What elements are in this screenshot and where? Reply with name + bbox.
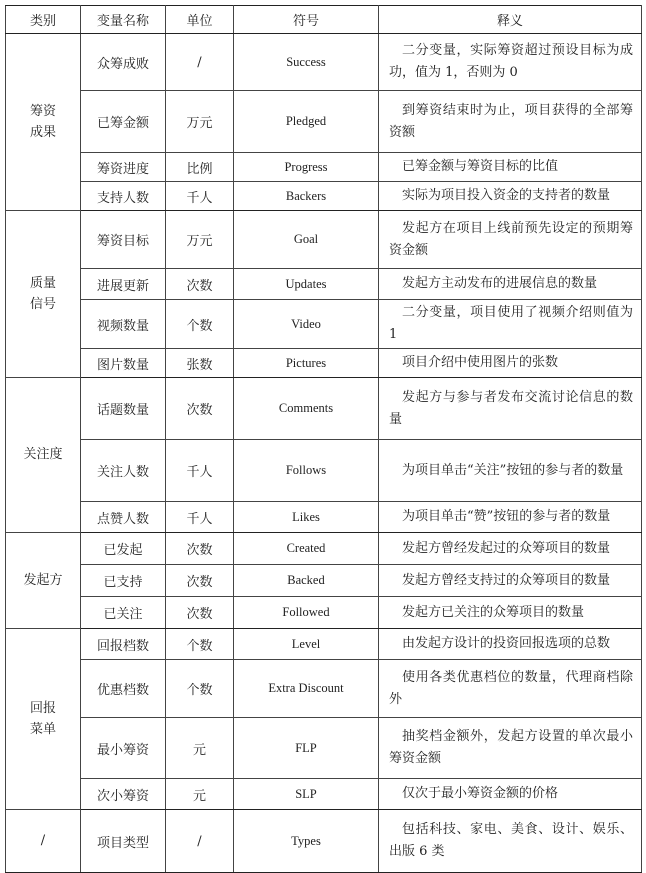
table-row — [6, 533, 642, 565]
definition-text: 二分变量，项目使用了视频介绍则值为 1 — [389, 305, 633, 342]
symbol-cell: FLP — [234, 718, 379, 779]
variable-name-cell: 项目类型 — [81, 810, 166, 873]
category-cell: 回报 菜单 — [6, 629, 81, 810]
symbol-cell: Likes — [234, 502, 379, 533]
symbol-cell: Updates — [234, 269, 379, 300]
variable-name-cell: 已发起 — [81, 533, 166, 565]
category-cell: 发起方 — [6, 533, 81, 629]
table-row — [6, 378, 642, 440]
definition-text: 仅次于最小筹资金额的价格 — [402, 786, 559, 801]
definition-cell — [379, 182, 642, 211]
symbol-cell: Types — [234, 810, 379, 873]
definition-text: 项目介绍中使用图片的张数 — [402, 355, 559, 370]
table-row — [6, 300, 642, 349]
table-row — [6, 660, 642, 718]
definition-cell — [379, 300, 642, 349]
unit-cell: 次数 — [166, 565, 234, 597]
definition-text: 使用各类优惠档位的数量，代理商档除外 — [389, 669, 633, 707]
unit-cell: 个数 — [166, 629, 234, 660]
table-row — [6, 349, 642, 378]
definition-text: 发起方在项目上线前预先设定的预期筹资金额 — [389, 220, 633, 258]
definition-text: 发起方主动发布的进展信息的数量 — [402, 276, 598, 291]
unit-cell: 万元 — [166, 91, 234, 153]
unit-cell: 千人 — [166, 182, 234, 211]
variable-name-cell: 话题数量 — [81, 378, 166, 440]
variable-name-cell: 最小筹资 — [81, 718, 166, 779]
table-row — [6, 269, 642, 300]
header-symbol: 符号 — [234, 6, 379, 34]
symbol-cell: Goal — [234, 211, 379, 269]
definition-text: 为项目单击“关注”按钮的参与者的数量 — [402, 462, 624, 478]
symbol-cell: Video — [234, 300, 379, 349]
unit-cell: 千人 — [166, 502, 234, 533]
variable-name-cell: 优惠档数 — [81, 660, 166, 718]
definition-cell — [379, 565, 642, 597]
category-cell: 质量 信号 — [6, 211, 81, 378]
definition-text: 发起方曾经发起过的众筹项目的数量 — [402, 540, 611, 556]
variable-name-cell: 筹资进度 — [81, 153, 166, 182]
definition-cell — [379, 349, 642, 378]
unit-cell: 次数 — [166, 597, 234, 629]
definition-cell — [379, 269, 642, 300]
table-row — [6, 565, 642, 597]
unit-cell: 张数 — [166, 349, 234, 378]
symbol-cell: SLP — [234, 779, 379, 810]
variable-definition-table — [5, 5, 642, 873]
definition-text: 发起方已关注的众筹项目的数量 — [402, 604, 585, 620]
definition-text: 已筹金额与筹资目标的比值 — [402, 159, 559, 174]
table-body — [6, 34, 642, 873]
header-row — [6, 6, 642, 34]
category-cell: 筹资 成果 — [6, 34, 81, 211]
definition-cell — [379, 779, 642, 810]
symbol-cell: Comments — [234, 378, 379, 440]
symbol-cell: Progress — [234, 153, 379, 182]
table-row — [6, 597, 642, 629]
definition-cell — [379, 34, 642, 91]
definition-cell — [379, 533, 642, 565]
unit-cell: 次数 — [166, 269, 234, 300]
definition-cell — [379, 91, 642, 153]
definition-text: 发起方与参与者发布交流讨论信息的数量 — [389, 389, 633, 427]
definition-cell — [379, 597, 642, 629]
definition-text: 包括科技、家电、美食、设计、娱乐、出版 6 类 — [389, 822, 633, 859]
symbol-cell: Level — [234, 629, 379, 660]
header-unit: 单位 — [166, 6, 234, 34]
symbol-cell: Backers — [234, 182, 379, 211]
definition-cell — [379, 502, 642, 533]
definition-text: 为项目单击“赞”按钮的参与者的数量 — [402, 509, 611, 524]
unit-cell: / — [166, 34, 234, 91]
symbol-cell: Pictures — [234, 349, 379, 378]
table-row — [6, 153, 642, 182]
table-row — [6, 629, 642, 660]
definition-cell — [379, 378, 642, 440]
definition-cell — [379, 629, 642, 660]
definition-cell — [379, 211, 642, 269]
header-category: 类别 — [6, 6, 81, 34]
header-definition: 释义 — [379, 6, 642, 34]
variable-name-cell: 已支持 — [81, 565, 166, 597]
variable-name-cell: 点赞人数 — [81, 502, 166, 533]
variable-name-cell: 支持人数 — [81, 182, 166, 211]
unit-cell: 次数 — [166, 378, 234, 440]
variable-name-cell: 回报档数 — [81, 629, 166, 660]
variable-name-cell: 众筹成败 — [81, 34, 166, 91]
variable-name-cell: 视频数量 — [81, 300, 166, 349]
category-cell: 关注度 — [6, 378, 81, 533]
table-row — [6, 34, 642, 91]
definition-text: 到筹资结束时为止，项目获得的全部筹资额 — [389, 102, 633, 140]
symbol-cell: Extra Discount — [234, 660, 379, 718]
definition-cell — [379, 718, 642, 779]
variable-name-cell: 次小筹资 — [81, 779, 166, 810]
unit-cell: 次数 — [166, 533, 234, 565]
table-row — [6, 182, 642, 211]
unit-cell: 千人 — [166, 440, 234, 502]
unit-cell: 元 — [166, 779, 234, 810]
definition-text: 实际为项目投入资金的支持者的数量 — [402, 188, 611, 203]
header-variable-name: 变量名称 — [81, 6, 166, 34]
unit-cell: 比例 — [166, 153, 234, 182]
variable-name-cell: 已筹金额 — [81, 91, 166, 153]
definition-cell — [379, 153, 642, 182]
table-row — [6, 91, 642, 153]
definition-cell — [379, 810, 642, 873]
category-cell: / — [6, 810, 81, 873]
unit-cell: 个数 — [166, 660, 234, 718]
table-row — [6, 779, 642, 810]
definition-cell — [379, 660, 642, 718]
unit-cell: 元 — [166, 718, 234, 779]
definition-text: 抽奖档金额外，发起方设置的单次最小筹资金额 — [389, 729, 633, 766]
variable-name-cell: 进展更新 — [81, 269, 166, 300]
table-row — [6, 440, 642, 502]
variable-name-cell: 已关注 — [81, 597, 166, 629]
definition-text: 由发起方设计的投资回报选项的总数 — [402, 636, 611, 651]
table-row — [6, 810, 642, 873]
symbol-cell: Followed — [234, 597, 379, 629]
symbol-cell: Success — [234, 34, 379, 91]
table-row — [6, 211, 642, 269]
symbol-cell: Follows — [234, 440, 379, 502]
unit-cell: 个数 — [166, 300, 234, 349]
table-row — [6, 502, 642, 533]
symbol-cell: Pledged — [234, 91, 379, 153]
variable-name-cell: 图片数量 — [81, 349, 166, 378]
unit-cell: / — [166, 810, 234, 873]
symbol-cell: Created — [234, 533, 379, 565]
unit-cell: 万元 — [166, 211, 234, 269]
variable-name-cell: 关注人数 — [81, 440, 166, 502]
definition-text: 二分变量，实际筹资超过预设目标为成功，值为 1，否则为 0 — [389, 43, 633, 80]
variable-name-cell: 筹资目标 — [81, 211, 166, 269]
symbol-cell: Backed — [234, 565, 379, 597]
table-row — [6, 718, 642, 779]
definition-text: 发起方曾经支持过的众筹项目的数量 — [402, 572, 611, 588]
definition-cell — [379, 440, 642, 502]
